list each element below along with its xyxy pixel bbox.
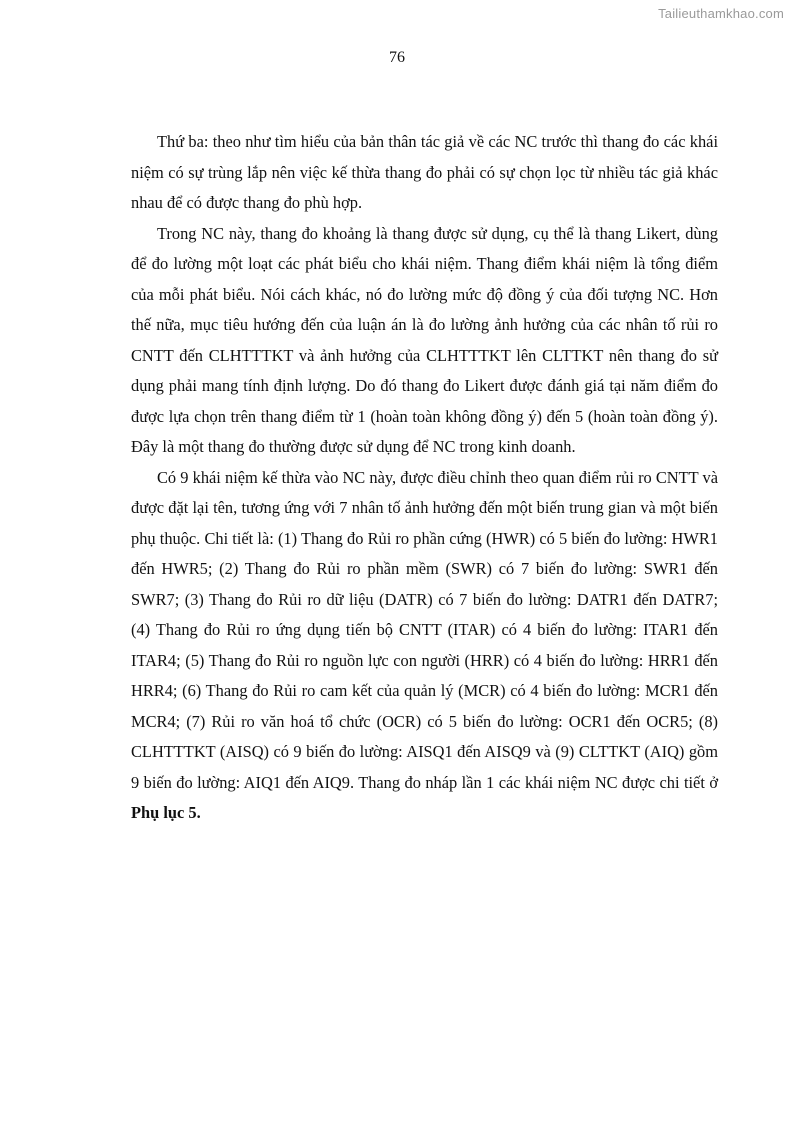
page-number: 76 (389, 49, 405, 66)
body-text (131, 127, 718, 829)
paragraph-3-text: Có 9 khái niệm kế thừa vào NC này, được điều chỉnh theo quan điểm rủi ro CNTT và được đặt lại tên, tương ứng với 7 nhân tố ảnh hưởng đến một biến trung gian và một biến phụ thuộc. Chi tiết là: (1) Thang đo Rủi ro phần cứng (HWR) có 5 biến đo lường: HWR1 đến HWR5; (2) Thang đo Rủi ro phần mềm (SWR) có 7 biến đo lường: SWR1 đến SWR7; (3) Thang đo Rủi ro dữ liệu (DATR) có 7 biến đo lường: DATR1 đến DATR7; (4) Thang đo Rủi ro ứng dụng tiến bộ CNTT (ITAR) có 4 biến đo lường: ITAR1 đến ITAR4; (5) Thang đo Rủi ro nguồn lực con người (HRR) có 4 biến đo lường: HRR1 đến HRR4; (6) Thang đo Rủi ro cam kết của quản lý (MCR) có 4 biến đo lường: MCR1 đến MCR4; (7) Rủi ro văn hoá tổ chức (OCR) có 5 biến đo lường: OCR1 đến OCR5; (8) CLHTTTKT (AISQ) có 9 biến đo lường: AISQ1 đến AISQ9 và (9) CLTTKT (AIQ) gồm 9 biến đo lường: AIQ1 đến AIQ9. Thang đo nháp lần 1 các khái niệm NC được chi tiết ở (131, 467, 718, 792)
paragraph-1: Thứ ba: theo như tìm hiểu của bản thân tác giả về các NC trước thì thang đo các khái niệm có sự trùng lắp nên việc kế thừa thang đo phải có sự chọn lọc từ nhiều tác giả khác nhau để có được thang đo phù hợp. (131, 132, 718, 212)
appendix-reference: Phụ lục 5. (131, 803, 201, 822)
paragraph-3 (131, 463, 718, 829)
watermark-text: Tailieuthamkhao.com (658, 6, 784, 21)
paragraph-2: Trong NC này, thang đo khoảng là thang được sử dụng, cụ thể là thang Likert, dùng để đo lường một loạt các phát biểu cho khái niệm. Thang điểm khái niệm là tổng điểm của mỗi phát biểu. Nói cách khác, nó đo lường mức độ đồng ý của đối tượng NC. Hơn thế nữa, mục tiêu hướng đến của luận án là đo lường ảnh hưởng của các nhân tố rủi ro CNTT đến CLHTTTKT và ảnh hưởng của CLHTTTKT lên CLTTKT nên thang đo sử dụng phải mang tính định lượng. Do đó thang đo Likert được đánh giá tại năm điểm đo được lựa chọn trên thang điểm từ 1 (hoàn toàn không đồng ý) đến 5 (hoàn toàn đồng ý). Đây là một thang đo thường được sử dụng để NC trong kinh doanh. (131, 223, 718, 456)
